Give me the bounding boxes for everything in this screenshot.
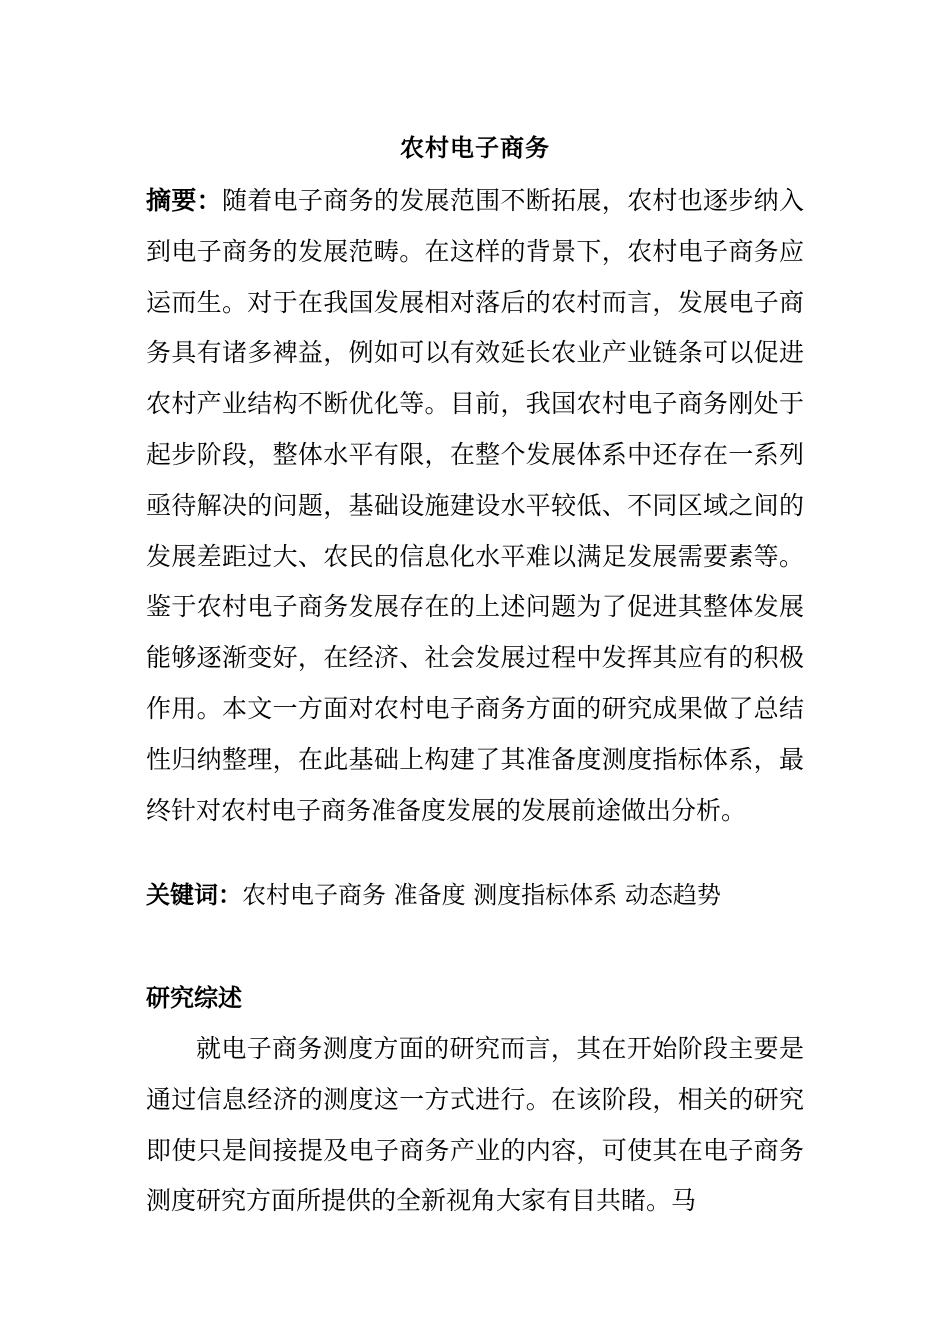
abstract-text: 随着电子商务的发展范围不断拓展，农村也逐步纳入到电子商务的发展范畴。在这样的背景下，农村电子商务应运而生。对于在我国发展相对落后的农村而言，发展电子商务具有诸多裨益，例如可以有效延长农业产业链条可以促进农村产业结构不断优化等。目前，我国农村电子商务刚处于起步阶段，整体水平有限，在整个发展体系中还存在一系列亟待解决的问题，基础设施建设水平较低、不同区域之间的发展差距过大、农民的信息化水平难以满足发展需要素等。鉴于农村电子商务发展存在的上述问题为了促进其整体发展能够逐渐变好，在经济、社会发展过程中发挥其应有的积极作用。本文一方面对农村电子商务方面的研究成果做了总结性归纳整理，在此基础上构建了其准备度测度指标体系，最终针对农村电子商务准备度发展的发展前途做出分析。 (146, 186, 804, 825)
document-title: 农村电子商务 (400, 133, 550, 162)
abstract-label: 摘要： (146, 186, 222, 215)
keywords-text: 农村电子商务 准备度 测度指标体系 动态趋势 (242, 881, 721, 909)
keywords-label: 关键词： (146, 880, 242, 909)
body-paragraph: 就电子商务测度方面的研究而言，其在开始阶段主要是通过信息经济的测度这一方式进行。在该阶段，相关的研究即使只是间接提及电子商务产业的内容，可使其在电子商务测度研究方面所提供的全新视角大家有目共睹。马 (146, 1034, 804, 1216)
keywords-line (146, 873, 804, 917)
section-heading: 研究综述 (146, 983, 242, 1012)
abstract-paragraph (146, 176, 804, 836)
